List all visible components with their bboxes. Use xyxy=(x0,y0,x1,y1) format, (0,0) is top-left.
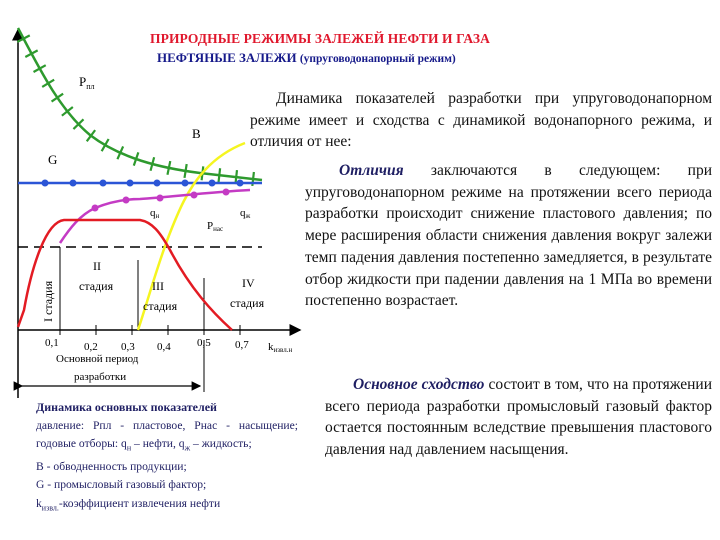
gas-factor-label: G xyxy=(48,152,58,167)
liquid-rate-dot xyxy=(92,205,99,212)
stage-4-number: IV xyxy=(242,276,255,290)
ppl-label: $P_{пл}$ xyxy=(79,74,95,91)
stage-2-number: II xyxy=(93,259,101,273)
x-tick-label: 0,1 xyxy=(45,337,59,349)
watercut-label: B xyxy=(192,126,201,141)
stage-4-word: стадия xyxy=(230,296,265,310)
x-tick-label: 0,5 xyxy=(197,337,211,349)
x-tick-label: 0,4 xyxy=(157,341,171,353)
x-tick-label: 0,2 xyxy=(84,341,98,353)
subtitle-mode: (упруговодонапорный режим) xyxy=(299,53,456,65)
gas-factor-dot xyxy=(237,180,244,187)
gas-factor-dot xyxy=(100,180,107,187)
stage-3-number: III xyxy=(152,279,164,293)
legend-heading: Динамика основных показателей xyxy=(36,400,217,414)
x-tick-label: 0,3 xyxy=(121,341,135,353)
page-title: ПРИРОДНЫЕ РЕЖИМЫ ЗАЛЕЖЕЙ НЕФТИ И ГАЗА xyxy=(150,31,490,46)
legend-pressure-line: давление: Рпл - пластовое, Рнас - насыщение; годовые отборы: $q_н$ – нефти, $q_ж$ – жидкость; xyxy=(36,418,298,453)
differences-heading: Отличия xyxy=(339,162,404,179)
pnas-label: Pнас xyxy=(207,220,224,233)
ppl-hatch-tick xyxy=(185,164,187,178)
intro-paragraph: Динамика показателей разработки при упруговодонапорном режиме имеет и сходства с динамикой водонапорного режима, и отличия от нее: xyxy=(250,90,712,151)
period-label-line2: разработки xyxy=(74,371,127,383)
liquid-rate-label: qж xyxy=(240,207,251,220)
similarity-text: состоит в том, что на протяжении всего периода разработки промысловый газовый фактор остается постоянным вследствие превышения пластового давления над давлением насыщения. xyxy=(325,376,712,459)
stage-2-word: стадия xyxy=(79,279,114,293)
gas-factor-dot xyxy=(182,180,189,187)
ppl-hatch-tick xyxy=(52,94,64,102)
gas-factor-dot xyxy=(42,180,49,187)
similarity-heading: Основное сходство xyxy=(353,376,485,393)
similarity-paragraph xyxy=(325,374,712,461)
ppl-hatch-tick xyxy=(219,168,221,182)
period-label-line1: Основной период xyxy=(56,353,139,365)
gas-factor-dot xyxy=(154,180,161,187)
stage-1-label: I стадия xyxy=(41,280,55,322)
ppl-hatch-tick xyxy=(42,80,54,87)
ppl-hatch-tick xyxy=(167,161,170,175)
liquid-rate-dot xyxy=(123,197,130,204)
gas-factor-dot xyxy=(70,180,77,187)
gas-factor-dot xyxy=(209,180,216,187)
oil-rate-label: qн xyxy=(150,207,160,220)
x-tick-label: 0,7 xyxy=(235,339,249,351)
legend-recovery-line: $k_{извл.}$-коэффициент извлечения нефти xyxy=(36,496,221,513)
differences-text: заключаются в следующем: при упруговодонапорном режиме на протяжении всего периода разработки происходит снижение пластового давления; по мере расширения области снижения давления вокруг залежи темп падения давления постепенно замедляется, в результате отбор жидкости при падении давления на 1 МПа во времени постепенно возрастает. xyxy=(305,162,712,310)
gas-factor-dot xyxy=(127,180,134,187)
liquid-rate-dot xyxy=(157,195,164,202)
k-axis-label: kизвл.н xyxy=(268,341,293,354)
differences-paragraph xyxy=(305,160,712,312)
legend-gas-factor-line: G - промысловый газовый фактор; xyxy=(36,478,207,492)
liquid-rate-dot xyxy=(223,189,230,196)
subtitle-main: НЕФТЯНЫЕ ЗАЛЕЖИ xyxy=(157,50,297,65)
liquid-rate-dot xyxy=(191,192,198,199)
legend-block xyxy=(36,398,298,518)
legend-watercut-line: B - обводненность продукции; xyxy=(36,459,187,473)
stage-3-word: стадия xyxy=(143,299,178,313)
